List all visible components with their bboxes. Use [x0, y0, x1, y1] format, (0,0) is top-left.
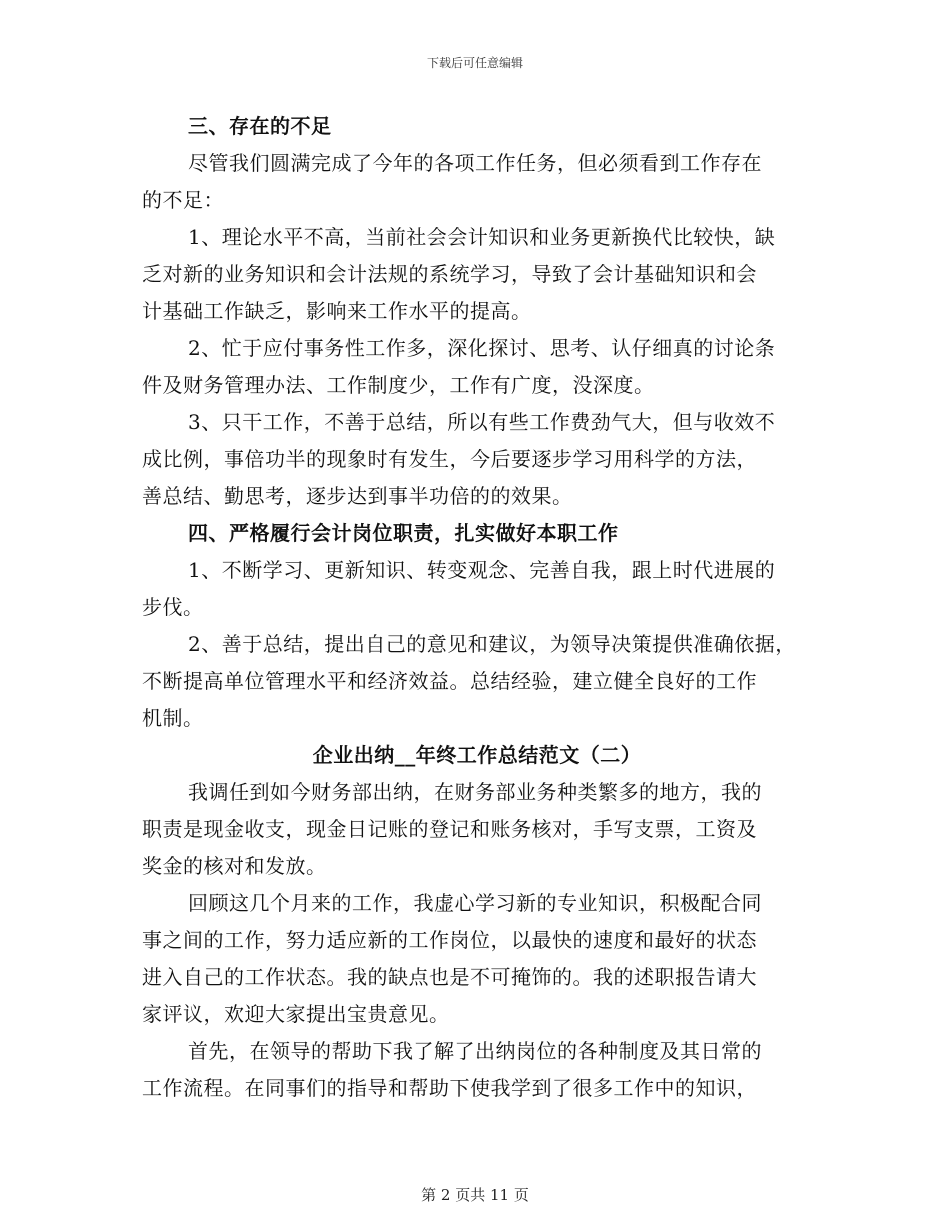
- text-line: 的不足：: [142, 188, 224, 212]
- text-line: 尽管我们圆满完成了今年的各项工作任务，但必须看到工作存在: [188, 151, 762, 175]
- text-line: 不断提高单位管理水平和经济效益。总结经验，建立健全良好的工作: [142, 669, 757, 693]
- text-line: 计基础工作缺乏，影响来工作水平的提高。: [142, 299, 532, 323]
- document-body: [142, 108, 812, 1107]
- text-line: 1、不断学习、更新知识、转变观念、完善自我，跟上时代进展的: [188, 558, 776, 582]
- section-heading: 企业出纳__年终工作总结范文（二）: [312, 743, 642, 767]
- text-line: 首先，在领导的帮助下我了解了出纳岗位的各种制度及其日常的: [188, 1039, 762, 1063]
- text-line: 奖金的核对和发放。: [142, 854, 327, 878]
- text-line: 1、理论水平不高，当前社会会计知识和业务更新换代比较快，缺: [188, 225, 776, 249]
- text-line: 工作流程。在同事们的指导和帮助下使我学到了很多工作中的知识，: [142, 1076, 757, 1100]
- text-line: 家评议，欢迎大家提出宝贵意见。: [142, 1002, 450, 1026]
- text-line: 进入自己的工作状态。我的缺点也是不可掩饰的。我的述职报告请大: [142, 965, 757, 989]
- text-line: 件及财务管理办法、工作制度少，工作有广度，没深度。: [142, 373, 655, 397]
- page-footer: 第 2 页共 11 页: [421, 1186, 529, 1204]
- section-heading: 四、严格履行会计岗位职责，扎实做好本职工作: [188, 521, 619, 545]
- text-line: 乏对新的业务知识和会计法规的系统学习，导致了会计基础知识和会: [142, 262, 757, 286]
- text-line: 步伐。: [142, 595, 204, 619]
- text-line: 善总结、勤思考，逐步达到事半功倍的的效果。: [142, 484, 573, 508]
- text-line: 2、善于总结，提出自己的意见和建议，为领导决策提供准确依据，: [188, 632, 796, 656]
- text-line: 3、只干工作，不善于总结，所以有些工作费劲气大，但与收效不: [188, 410, 776, 434]
- text-line: 2、忙于应付事务性工作多，深化探讨、思考、认仔细真的讨论条: [188, 336, 776, 360]
- section-heading: 三、存在的不足: [188, 114, 332, 138]
- text-line: 机制。: [142, 706, 204, 730]
- text-line: 成比例，事倍功半的现象时有发生，今后要逐步学习用科学的方法，: [142, 447, 757, 471]
- text-line: 职责是现金收支，现金日记账的登记和账务核对，手写支票，工资及: [142, 817, 757, 841]
- text-line: 回顾这几个月来的工作，我虚心学习新的专业知识，积极配合同: [188, 891, 762, 915]
- page-header: 下载后可任意编辑: [426, 56, 523, 70]
- text-line: 我调任到如今财务部出纳，在财务部业务种类繁多的地方，我的: [188, 780, 762, 804]
- text-line: 事之间的工作，努力适应新的工作岗位，以最快的速度和最好的状态: [142, 928, 757, 952]
